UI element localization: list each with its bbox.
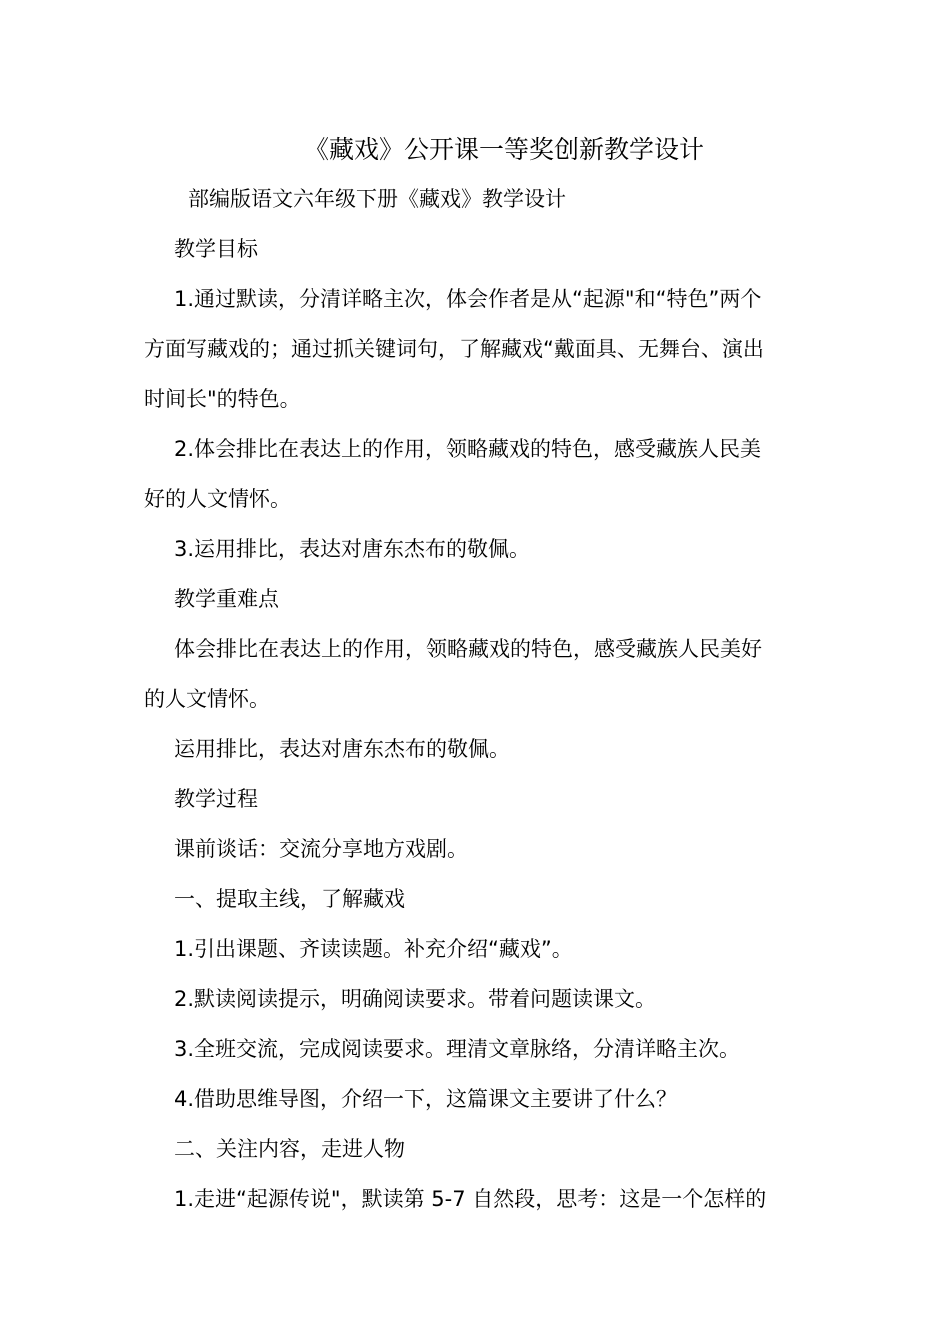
paragraph-line: 好的人文情怀。 — [144, 487, 291, 511]
paragraph-line: 2.体会排比在表达上的作用，领略藏戏的特色，感受藏族人民美 — [174, 437, 762, 461]
section-heading-process: 教学过程 — [174, 787, 258, 811]
subsection-heading: 二、关注内容，走进人物 — [174, 1137, 405, 1161]
paragraph-line: 的人文情怀。 — [144, 687, 270, 711]
paragraph-line: 课前谈话：交流分享地方戏剧。 — [174, 837, 468, 861]
paragraph-line: 3.运用排比，表达对唐东杰布的敬佩。 — [174, 537, 531, 561]
paragraph-line: 2.默读阅读提示，明确阅读要求。带着问题读课文。 — [174, 987, 657, 1011]
paragraph-line: 体会排比在表达上的作用，领略藏戏的特色，感受藏族人民美好 — [174, 637, 762, 661]
paragraph-line: 1.引出课题、齐读读题。补充介绍“藏戏”。 — [174, 937, 573, 961]
paragraph-line: 1.走进“起源传说"，默读第 5-7 自然段，思考：这是一个怎样的 — [174, 1187, 767, 1211]
section-heading-objectives: 教学目标 — [174, 237, 258, 261]
paragraph-line: 3.全班交流，完成阅读要求。理清文章脉络，分清详略主次。 — [174, 1037, 741, 1061]
subsection-heading: 一、提取主线，了解藏戏 — [174, 887, 405, 911]
paragraph-line: 4.借助思维导图，介绍一下，这篇课文主要讲了什么？ — [174, 1087, 678, 1111]
paragraph-line: 1.通过默读，分清详略主次，体会作者是从“起源"和“特色”两个 — [174, 287, 762, 311]
paragraph-line: 方面写藏戏的；通过抓关键词句，了解藏戏“戴面具、无舞台、演出 — [144, 337, 764, 361]
subtitle: 部编版语文六年级下册《藏戏》教学设计 — [188, 187, 566, 211]
paragraph-line: 时间长"的特色。 — [144, 387, 301, 411]
section-heading-key-points: 教学重难点 — [174, 587, 279, 611]
paragraph-line: 运用排比，表达对唐东杰布的敬佩。 — [174, 737, 510, 761]
document-title: 《藏戏》公开课一等奖创新教学设计 — [303, 135, 704, 164]
